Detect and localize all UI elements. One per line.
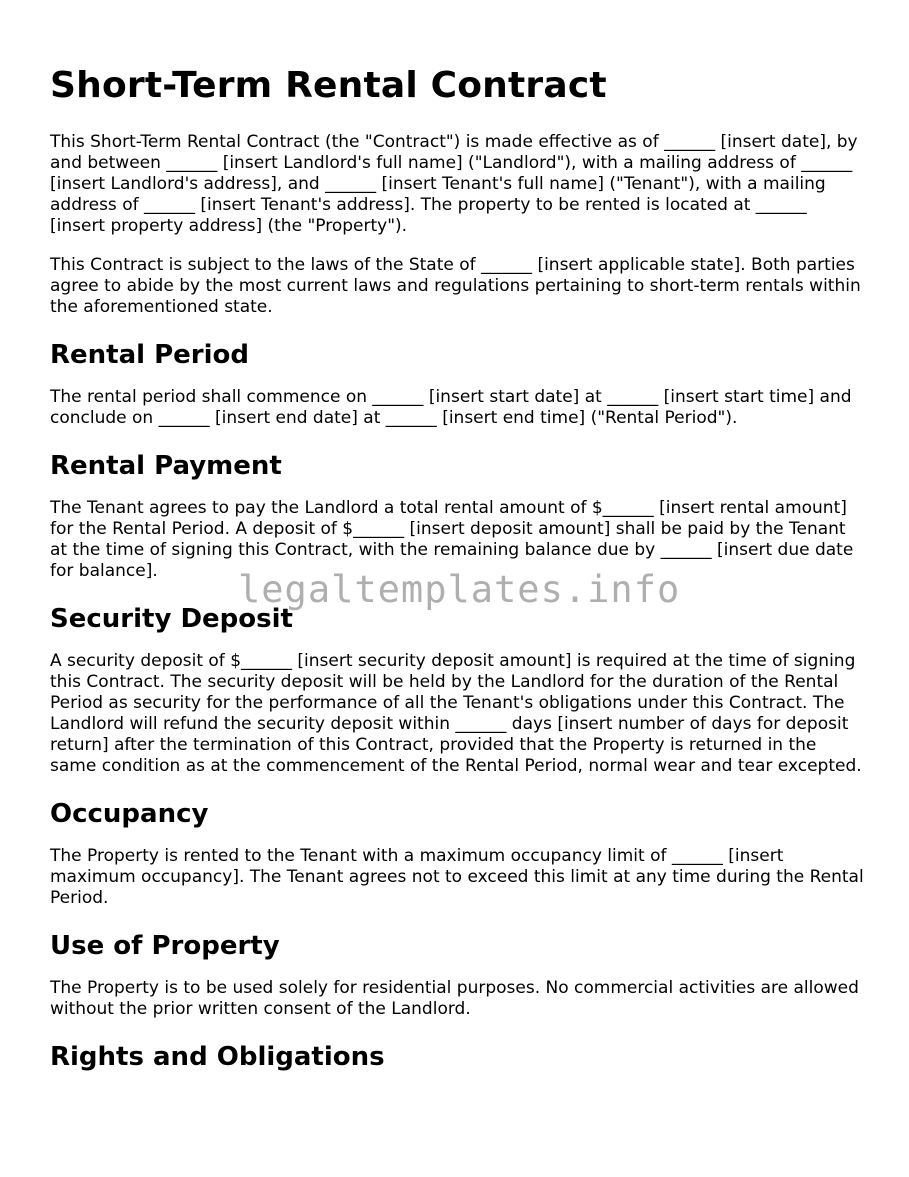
section-body-rental-payment: The Tenant agrees to pay the Landlord a total rental amount of $______ [insert rental amount] for the Rental Period. A deposit of $______ [insert deposit amount] shall be paid by the Tenant at the time of signing this Contract, with the remaining balance due by ______ [insert due date for balance]. <box>50 498 854 581</box>
section-body-rental-period: The rental period shall commence on ______ [insert start date] at ______ [insert start time] and conclude on ______ [insert end date] at ______ [insert end time] ("Rental Period"). <box>50 387 852 428</box>
section-body-security-deposit: A security deposit of $______ [insert security deposit amount] is required at the time of signing this Contract. The security deposit will be held by the Landlord for the duration of the Rental Period as security for the performance of all the Tenant's obligations under this Contract. The Landlord will refund the security deposit within ______ days [insert number of days for deposit return] after the termination of this Contract, provided that the Property is returned in the same condition as at the commencement of the Rental Period, normal wear and tear excepted. <box>50 651 862 776</box>
section-body-occupancy: The Property is rented to the Tenant with a maximum occupancy limit of ______ [insert maximum occupancy]. The Tenant agrees not to exceed this limit at any time during the Rental Period. <box>50 846 864 908</box>
section-heading-rights-and-obligations: Rights and Obligations <box>50 1042 385 1072</box>
watermark: legaltemplates.info <box>238 568 681 611</box>
governing-law-paragraph: This Contract is subject to the laws of the State of ______ [insert applicable state]. Both parties agree to abide by the most current laws and regulations pertaining to short-term rentals within the aforementioned state. <box>50 255 861 317</box>
section-heading-use-of-property: Use of Property <box>50 931 280 961</box>
section-heading-rental-period: Rental Period <box>50 340 249 370</box>
section-heading-rental-payment: Rental Payment <box>50 451 282 481</box>
document-title: Short-Term Rental Contract <box>50 65 607 106</box>
section-body-use-of-property: The Property is to be used solely for residential purposes. No commercial activities are allowed without the prior written consent of the Landlord. <box>50 978 859 1019</box>
section-heading-occupancy: Occupancy <box>50 799 209 829</box>
section-heading-security-deposit: Security Deposit <box>50 604 293 634</box>
intro-paragraph: This Short-Term Rental Contract (the "Contract") is made effective as of ______ [insert date], by and between ______ [insert Landlord's full name] ("Landlord"), with a mailing address of ______ [insert Landlord's address], and ______ [insert Tenant's full name] ("Tenant"), with a mailing address of ______ [insert Tenant's address]. The property to be rented is located at ______ [insert property address] (the "Property"). <box>50 132 858 236</box>
document-page <box>50 62 865 1089</box>
